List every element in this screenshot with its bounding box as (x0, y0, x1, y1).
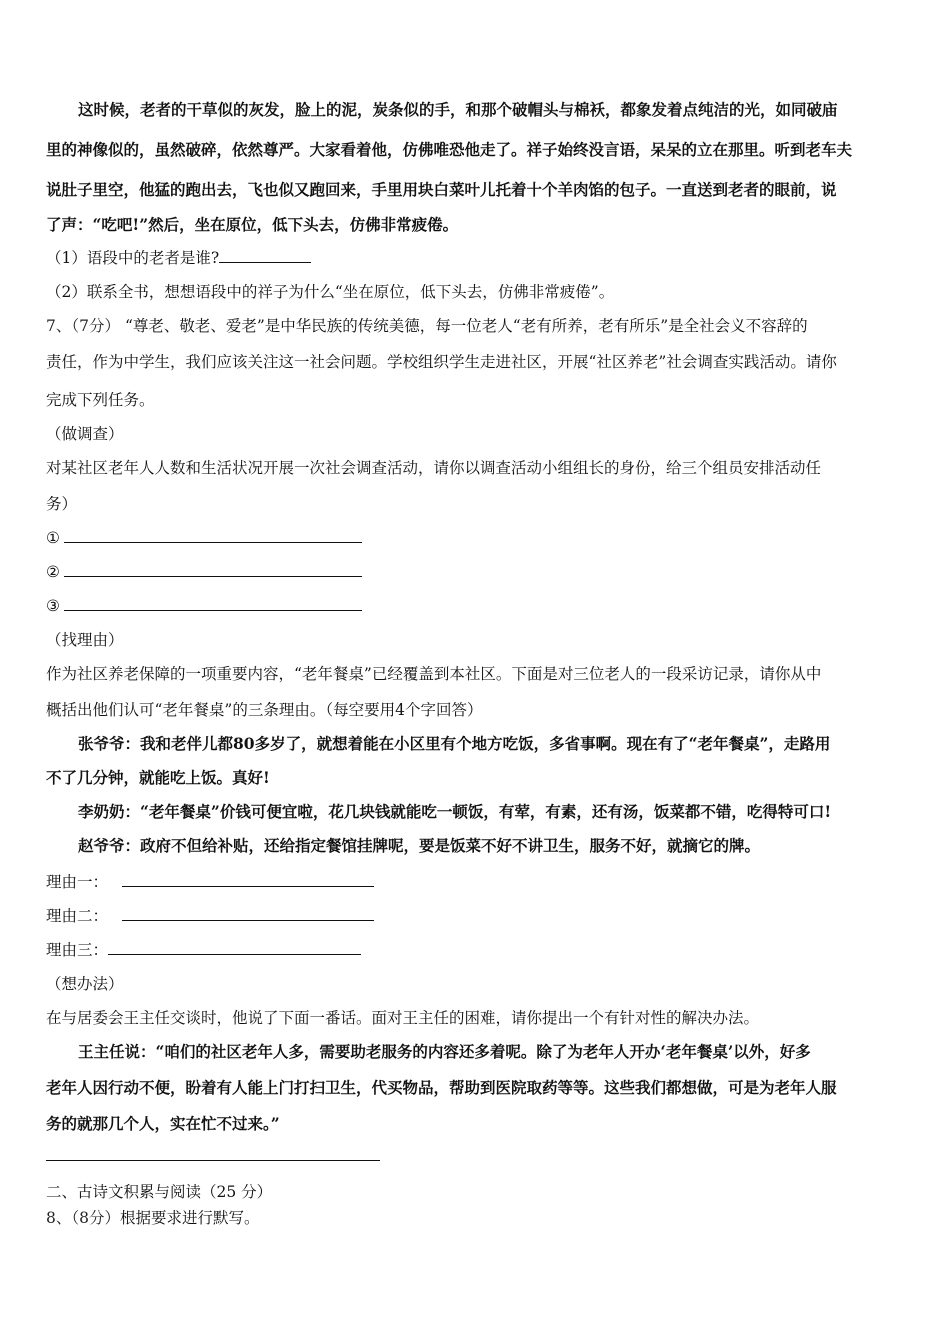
reason-3-label: 理由三： (46, 941, 109, 959)
interview-zhang-line-1: 张爷爷：我和老伴儿都80多岁了，就想着能在小区里有个地方吃饭，多省事啊。现在有了“老年餐桌”，走路用 (78, 734, 831, 753)
reason-2-label: 理由二： (46, 907, 109, 925)
q7-number: 7、 (46, 317, 72, 335)
q7-intro-text-1: “尊老、敬老、爱老”是中华民族的传统美德，每一位老人“老有所养，老有所乐”是全社会义不容辞的 (124, 317, 808, 335)
q7-score: （7分） (71, 317, 120, 335)
passage-line-4: 了声：“吃吧!”然后，坐在原位，低下头去，仿佛非常疲倦。 (46, 215, 459, 234)
q6-sub2: （2）联系全书，想想语段中的祥子为什么“坐在原位，低下头去，仿佛非常疲倦”。 (46, 283, 615, 301)
q6-sub1 (46, 248, 908, 268)
survey-item-3 (46, 596, 908, 616)
survey-heading: （做调查） (46, 425, 124, 443)
survey-item-3-marker: ③ (46, 597, 60, 615)
q6-sub1-answer-blank[interactable] (219, 248, 311, 263)
reasons-heading: （找理由） (46, 631, 124, 649)
q7-intro-line-1 (46, 316, 908, 336)
passage-line-2: 里的神像似的，虽然破碎，依然尊严。大家看着他，仿佛唯恐他走了。祥子始终没言语，呆呆的立在那里。听到老车夫 (46, 140, 853, 159)
q8-number: 8、 (46, 1209, 72, 1227)
survey-item-1-blank[interactable] (64, 528, 362, 543)
interview-wang-line-2: 老年人因行动不便，盼着有人能上门打扫卫生，代买物品，帮助到医院取药等等。这些我们都想做，可是为老年人服 (46, 1078, 837, 1097)
solution-heading: （想办法） (46, 975, 124, 993)
interview-li: 李奶奶：“老年餐桌”价钱可便宜啦，花几块钱就能吃一顿饭，有荤，有素，还有汤，饭菜都不错，吃得特可口! (78, 802, 832, 821)
interview-zhang-line-2: 不了几分钟，就能吃上饭。真好! (46, 768, 270, 787)
reason-1-label: 理由一： (46, 873, 109, 891)
interview-zhao: 赵爷爷：政府不但给补贴，还给指定餐馆挂牌呢，要是饭菜不好不讲卫生，服务不好，就摘它的牌。 (78, 836, 761, 855)
q7-intro-line-2: 责任，作为中学生，我们应该关注这一社会问题。学校组织学生走进社区，开展“社区养老”社会调查实践活动。请你 (46, 353, 837, 371)
solution-answer-blank[interactable] (46, 1160, 380, 1161)
survey-prompt-line-2: 务） (46, 495, 78, 513)
survey-item-2 (46, 562, 908, 582)
reason-1 (46, 872, 908, 892)
reasons-prompt-line-1: 作为社区养老保障的一项重要内容，“老年餐桌”已经覆盖到本社区。下面是对三位老人的一段采访记录，请你从中 (46, 665, 822, 683)
reason-3-blank[interactable] (108, 940, 361, 955)
q6-sub1-text: （1）语段中的老者是谁? (46, 249, 220, 267)
reasons-prompt-line-2: 概括出他们认可“老年餐桌”的三条理由。（每空要用4个字回答） (46, 701, 483, 719)
q7-intro-line-3: 完成下列任务。 (46, 391, 155, 409)
survey-item-2-blank[interactable] (64, 562, 362, 577)
reason-1-blank[interactable] (122, 872, 374, 887)
passage-line-3: 说肚子里空，他猛的跑出去，飞也似又跑回来，手里用块白菜叶儿托着十个羊肉馅的包子。一直送到老者的眼前，说 (46, 180, 837, 199)
reason-3 (46, 940, 908, 960)
interview-wang-line-3: 务的就那几个人，实在忙不过来。” (46, 1114, 280, 1133)
survey-prompt-line-1: 对某社区老年人人数和生活状况开展一次社会调查活动，请你以调查活动小组组长的身份，给三个组员安排活动任 (46, 459, 822, 477)
survey-item-1-marker: ① (46, 529, 60, 547)
passage-line-1: 这时候，老者的干草似的灰发，脸上的泥，炭条似的手，和那个破帽头与棉袄，都象发着点纯洁的光，如同破庙 (78, 100, 838, 119)
q8-score: （8分） (71, 1209, 120, 1227)
survey-item-3-blank[interactable] (64, 596, 362, 611)
solution-prompt: 在与居委会王主任交谈时，他说了下面一番话。面对王主任的困难，请你提出一个有针对性的解决办法。 (46, 1009, 760, 1027)
section-2-title: 二、古诗文积累与阅读（25 分） (46, 1183, 273, 1201)
survey-item-1 (46, 528, 908, 548)
reason-2-blank[interactable] (122, 906, 374, 921)
q8-line (46, 1208, 908, 1228)
interview-wang-line-1: 王主任说：“咱们的社区老年人多，需要助老服务的内容还多着呢。除了为老年人开办‘老年餐桌’以外，好多 (78, 1042, 811, 1061)
q8-text: 根据要求进行默写。 (120, 1209, 260, 1227)
survey-item-2-marker: ② (46, 563, 60, 581)
reason-2 (46, 906, 908, 926)
